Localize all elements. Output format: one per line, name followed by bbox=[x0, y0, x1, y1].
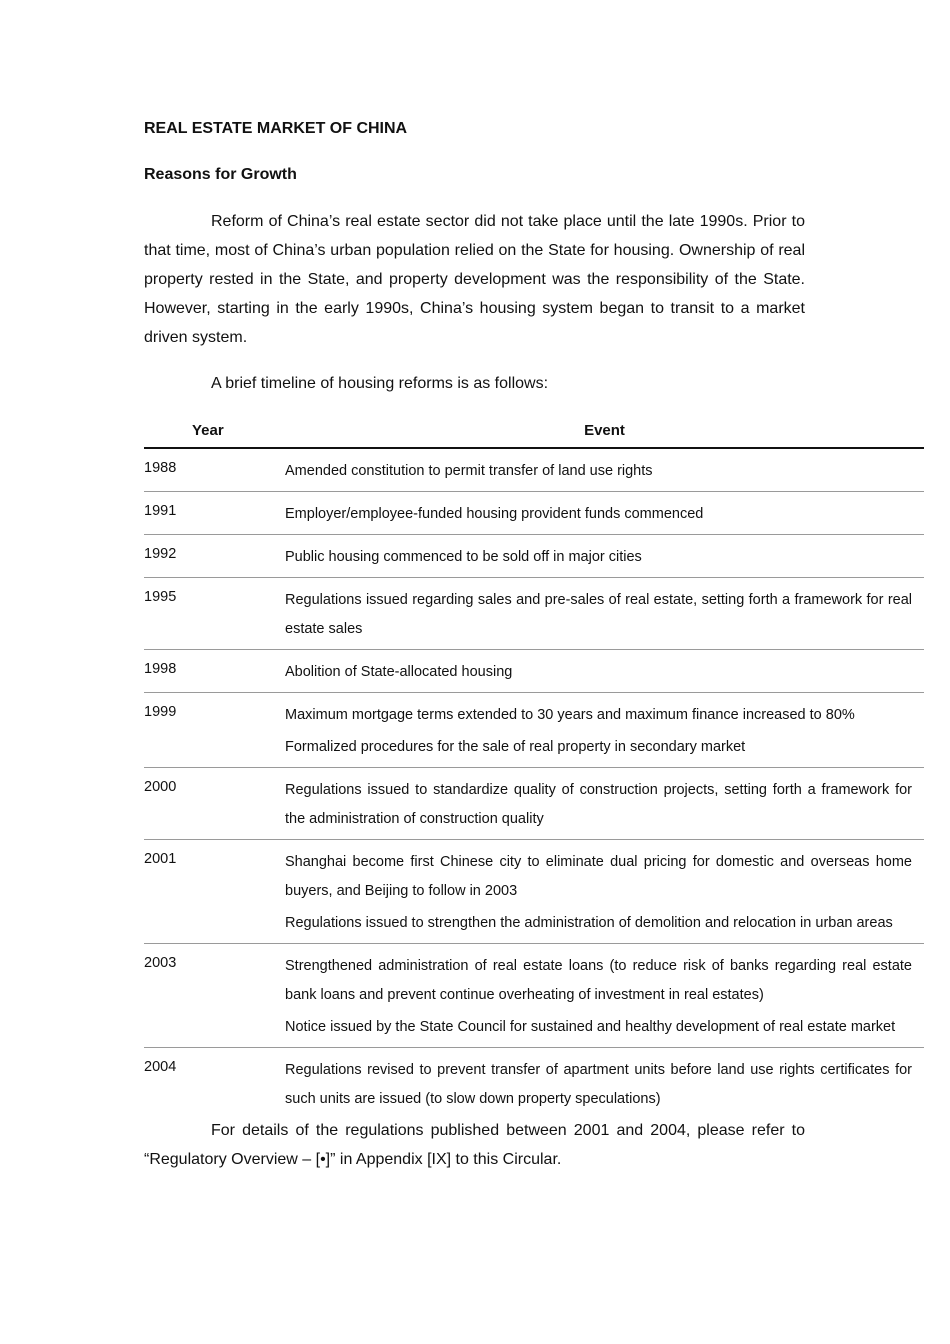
event-cell bbox=[285, 944, 924, 1048]
year-column-header: Year bbox=[144, 416, 285, 448]
event-text: Abolition of State-allocated housing bbox=[285, 664, 513, 680]
year-cell: 1992 bbox=[144, 535, 285, 578]
event-cell bbox=[285, 448, 924, 492]
year-cell: 1991 bbox=[144, 492, 285, 535]
event-cell bbox=[285, 535, 924, 578]
event-cell bbox=[285, 578, 924, 650]
event-text: Notice issued by the State Council for sustained and healthy development of real estate market bbox=[285, 1019, 896, 1035]
table-row bbox=[144, 693, 924, 768]
table-row bbox=[144, 944, 924, 1048]
table-row bbox=[144, 768, 924, 840]
year-cell: 1988 bbox=[144, 448, 285, 492]
table-header-row bbox=[144, 416, 924, 448]
closing-paragraph: For details of the regulations published between 2001 and 2004, please refer to “Regulatory Overview – [•]” in Appendix [IX] to this Circular. bbox=[144, 1122, 805, 1168]
event-text: Regulations issued to strengthen the administration of demolition and relocation in urban areas bbox=[285, 915, 893, 931]
table-row bbox=[144, 448, 924, 492]
intro-paragraph: Reform of China’s real estate sector did not take place until the late 1990s. Prior to that time, most of China’s urban population relied on the State for housing. Ownership of real property rested in the State, and property development was the responsibility of the State. However, starting in the early 1990s, China’s housing system began to transit to a market driven system. bbox=[144, 213, 805, 346]
event-cell bbox=[285, 840, 924, 944]
year-cell: 2001 bbox=[144, 840, 285, 944]
event-text: Shanghai become first Chinese city to eliminate dual pricing for domestic and overseas home buyers, and Beijing to follow in 2003 bbox=[285, 854, 912, 899]
event-text: Amended constitution to permit transfer of land use rights bbox=[285, 463, 653, 479]
timeline-intro-paragraph: A brief timeline of housing reforms is as follows: bbox=[211, 375, 549, 392]
event-text: Public housing commenced to be sold off in major cities bbox=[285, 549, 642, 565]
event-cell bbox=[285, 768, 924, 840]
event-cell bbox=[285, 650, 924, 693]
event-text: Formalized procedures for the sale of real property in secondary market bbox=[285, 739, 746, 755]
year-cell: 1999 bbox=[144, 693, 285, 768]
table-row bbox=[144, 578, 924, 650]
year-cell: 1998 bbox=[144, 650, 285, 693]
year-cell: 2004 bbox=[144, 1059, 177, 1075]
housing-reform-timeline-table bbox=[144, 416, 924, 1119]
table-row bbox=[144, 840, 924, 944]
table-row bbox=[144, 1048, 924, 1120]
document-title: REAL ESTATE MARKET OF CHINA bbox=[144, 120, 408, 137]
event-cell bbox=[285, 492, 924, 535]
event-cell bbox=[285, 1048, 924, 1120]
table-row bbox=[144, 492, 924, 535]
event-cell bbox=[285, 693, 924, 768]
section-heading: Reasons for Growth bbox=[144, 166, 297, 183]
timeline-body bbox=[144, 448, 924, 1119]
event-text: Employer/employee-funded housing provident funds commenced bbox=[285, 506, 704, 522]
year-cell: 2003 bbox=[144, 944, 285, 1048]
event-text: Regulations issued regarding sales and pre-sales of real estate, setting forth a framework for real estate sales bbox=[285, 592, 912, 637]
year-cell: 2000 bbox=[144, 768, 285, 840]
event-text: Regulations issued to standardize quality of construction projects, setting forth a framework for the administration of construction quality bbox=[285, 782, 912, 827]
event-text: Regulations revised to prevent transfer of apartment units before land use rights certificates for such units are issued (to slow down property speculations) bbox=[285, 1062, 912, 1107]
event-text: Strengthened administration of real estate loans (to reduce risk of banks regarding real estate bank loans and prevent continue overheating of investment in real estates) bbox=[285, 958, 912, 1003]
table-row bbox=[144, 535, 924, 578]
year-cell: 1995 bbox=[144, 578, 285, 650]
table-row bbox=[144, 650, 924, 693]
event-column-header: Event bbox=[285, 416, 924, 448]
event-text: Maximum mortgage terms extended to 30 years and maximum finance increased to 80% bbox=[285, 707, 855, 723]
